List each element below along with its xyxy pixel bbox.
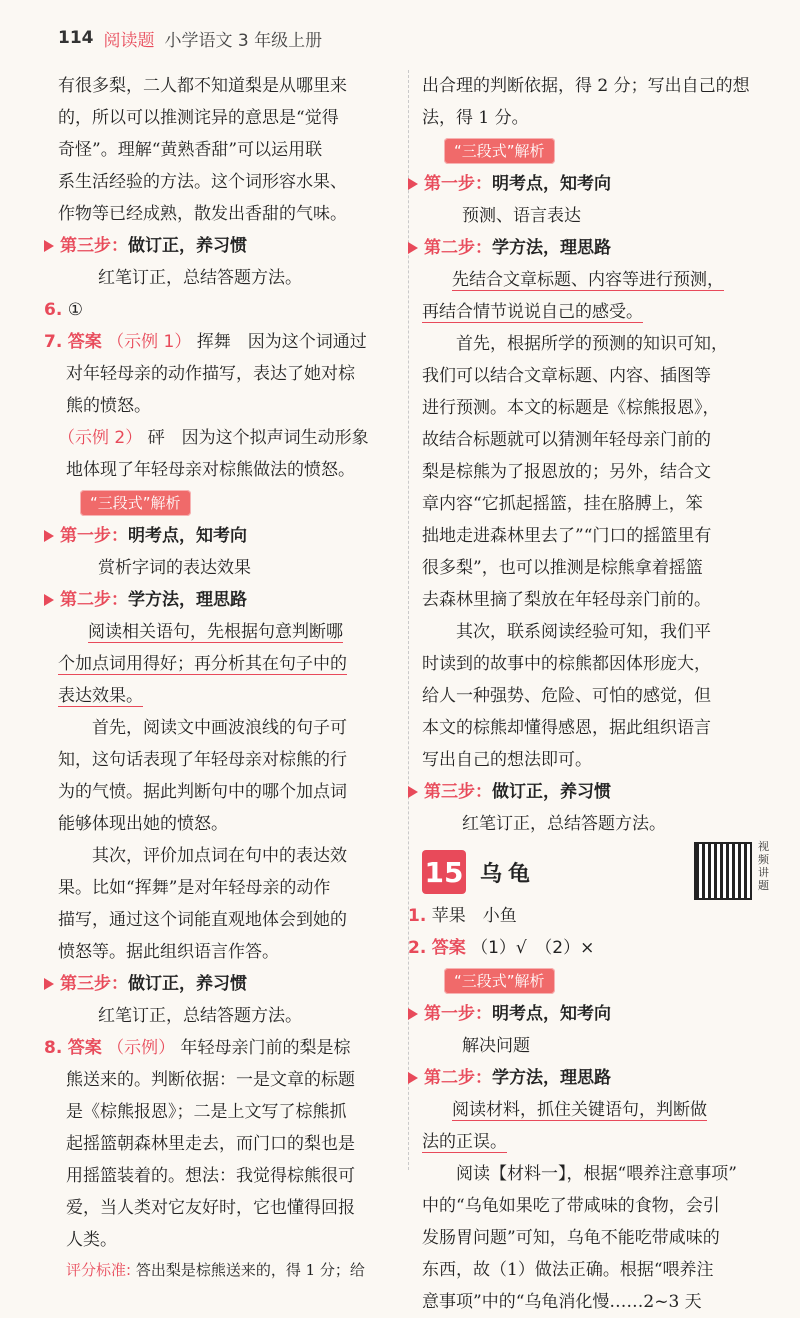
step-text: 明考点，知考向 (492, 1004, 611, 1024)
text-line (422, 264, 762, 296)
text-line: 地体现了年轻母亲对棕熊做法的愤怒。 (66, 460, 355, 480)
underlined-text: 阅读材料，抓住关键语句，判断做 (452, 1100, 707, 1120)
text-line: 其次，评价加点词在句中的表达效 (92, 846, 347, 866)
step-heading (408, 1062, 762, 1094)
arrow-icon (44, 240, 54, 252)
right-column (408, 70, 769, 1318)
question-2 (408, 932, 762, 964)
text-line: 的，所以可以推测诧异的意思是“觉得 (58, 108, 339, 128)
text-line: 章内容“它抓起摇篮，挂在胳膊上，笨 (422, 494, 703, 514)
step-text: 学方法，理思路 (492, 1068, 611, 1088)
text-line (58, 648, 398, 680)
arrow-icon (44, 978, 54, 990)
step-body: 解决问题 (462, 1036, 530, 1056)
step-name: 第二步： (424, 238, 492, 258)
text-line: 熊送来的。判断依据：一是文章的标题 (66, 1070, 355, 1090)
step-heading (408, 168, 762, 200)
text-line: 意事项”中的“乌龟消化慢……2~3 天 (422, 1292, 702, 1312)
question-1 (408, 900, 762, 932)
question-6 (44, 294, 398, 326)
step-body: 红笔订正，总结答题方法。 (98, 1006, 302, 1026)
step-body: 预测、语言表达 (462, 206, 581, 226)
text-line: 拙地走进森林里去了”“门口的摇篮里有 (422, 526, 712, 546)
step-text: 做订正，养习惯 (492, 782, 611, 802)
text-line: 本文的棕熊却懂得感恩，据此组织语言 (422, 718, 711, 738)
underlined-text: 阅读相关语句，先根据句意判断哪 (88, 622, 343, 642)
answer-text: 苹果 小鱼 (431, 906, 517, 926)
step-text: 做订正，养习惯 (128, 974, 247, 994)
step-name: 第一步： (424, 174, 492, 194)
step-name: 第一步： (60, 526, 128, 546)
text-line: 去森林里摘了梨放在年轻母亲门前的。 (422, 590, 711, 610)
step-name: 第二步： (424, 1068, 492, 1088)
example-label: （示例） (107, 1038, 176, 1058)
text-line: 首先，阅读文中画波浪线的句子可 (92, 718, 347, 738)
text-line: 熊的愤怒。 (66, 396, 151, 416)
example-label: （示例 2） (58, 428, 143, 448)
scoring-text: 答出梨是棕熊送来的，得 1 分；给 (135, 1261, 365, 1279)
text-line: 知，这句话表现了年轻母亲对棕熊的行 (58, 750, 347, 770)
answer-text: 挥舞 因为这个词通过 (196, 332, 367, 352)
text-line: 有很多梨，二人都不知道梨是从哪里来 (58, 76, 347, 96)
qr-label: 视频讲题 (758, 840, 769, 892)
arrow-icon (408, 242, 418, 254)
section-label: 阅读题 (103, 30, 155, 51)
step-name: 第三步： (60, 974, 128, 994)
text-line (422, 296, 762, 328)
analysis-badge: “三段式”解析 (80, 490, 191, 516)
text-line: 梨是棕熊为了报恩放的；另外，结合文 (422, 462, 711, 482)
text-line: 中的“乌龟如果吃了带咸味的食物，会引 (422, 1196, 720, 1216)
underlined-text: 法的正误。 (422, 1132, 507, 1152)
example-label: （示例 1） (107, 332, 192, 352)
text-line: 描写，通过这个词能直观地体会到她的 (58, 910, 347, 930)
scoring-standard (66, 1256, 398, 1284)
text-line: 奇怪”。理解“黄熟香甜”可以运用联 (58, 140, 323, 160)
scoring-label: 评分标准: (66, 1261, 132, 1279)
answer-label: 答案 (67, 1038, 102, 1058)
text-line: 果。比如“挥舞”是对年轻母亲的动作 (58, 878, 331, 898)
analysis-badge: “三段式”解析 (444, 968, 555, 994)
text-line: 作物等已经成熟，散发出香甜的气味。 (58, 204, 347, 224)
text-line: 是《棕熊报恩》；二是上文写了棕熊抓 (66, 1102, 347, 1122)
text-line: 法，得 1 分。 (422, 108, 529, 128)
text-line: 阅读【材料一】，根据“喂养注意事项” (456, 1164, 737, 1184)
text-line (422, 1126, 762, 1158)
qr-code-icon[interactable] (694, 842, 752, 900)
underlined-text: 个加点词用得好；再分析其在句子中的 (58, 654, 347, 674)
text-line: 用摇篮装着的。想法：我觉得棕熊很可 (66, 1166, 355, 1186)
text-line (58, 680, 398, 712)
question-8 (44, 1032, 398, 1256)
arrow-icon (44, 530, 54, 542)
step-text: 明考点，知考向 (128, 526, 247, 546)
text-line: 为的气愤。据此判断句中的哪个加点词 (58, 782, 347, 802)
step-text: 学方法，理思路 (128, 590, 247, 610)
text-line (44, 326, 398, 358)
text-line: 很多梨”，也可以推测是棕熊拿着摇篮 (422, 558, 703, 578)
lesson-heading (422, 840, 769, 894)
page-header (58, 18, 322, 58)
step-name: 第三步： (60, 236, 128, 256)
step-heading (44, 968, 398, 1000)
step-heading (408, 232, 762, 264)
text-line: 故结合标题就可以猜测年轻母亲门前的 (422, 430, 711, 450)
step-body: 赏析字词的表达效果 (98, 558, 251, 578)
underlined-text: 表达效果。 (58, 686, 143, 706)
text-line: 能够体现出她的愤怒。 (58, 814, 228, 834)
text-line: 人类。 (66, 1230, 117, 1250)
text-line: 进行预测。本文的标题是《棕熊报恩》， (422, 398, 720, 418)
text-line: 东西，故（1）做法正确。根据“喂养注 (422, 1260, 714, 1280)
step-name: 第一步： (424, 1004, 492, 1024)
page-number: 114 (58, 28, 94, 48)
question-7 (44, 326, 398, 486)
step-text: 学方法，理思路 (492, 238, 611, 258)
text-line: 愤怒等。据此组织语言作答。 (58, 942, 279, 962)
question-number: 8. (44, 1038, 63, 1058)
question-number: 6. (44, 300, 63, 320)
arrow-icon (408, 1008, 418, 1020)
question-number: 1. (408, 906, 427, 926)
answer-label: 答案 (431, 938, 466, 958)
step-heading (44, 520, 398, 552)
step-text: 做订正，养习惯 (128, 236, 247, 256)
arrow-icon (408, 786, 418, 798)
text-line: 发肠胃问题”可知，乌龟不能吃带咸味的 (422, 1228, 720, 1248)
text-line: 其次，联系阅读经验可知，我们平 (456, 622, 711, 642)
text-line: 我们可以结合文章标题、内容、插图等 (422, 366, 711, 386)
arrow-icon (408, 178, 418, 190)
step-body: 红笔订正，总结答题方法。 (462, 814, 666, 834)
text-line (422, 1094, 762, 1126)
text-line: 首先，根据所学的预测的知识可知， (456, 334, 728, 354)
step-heading (408, 998, 762, 1030)
answer-text: 砰 因为这个拟声词生动形象 (147, 428, 369, 448)
question-number: 2. (408, 938, 427, 958)
book-title: 小学语文 3 年级上册 (164, 30, 323, 51)
arrow-icon (408, 1072, 418, 1084)
left-column (44, 70, 398, 1284)
lesson-title: 乌龟 (480, 861, 537, 887)
text-line: 写出自己的想法即可。 (422, 750, 592, 770)
step-heading (408, 776, 762, 808)
question-number: 7. (44, 332, 63, 352)
step-body: 红笔订正，总结答题方法。 (98, 268, 302, 288)
step-text: 明考点，知考向 (492, 174, 611, 194)
text-line: 系生活经验的方法。这个词形容水果、 (58, 172, 347, 192)
lesson-number: 15 (422, 850, 466, 894)
answer-text: ① (67, 300, 83, 320)
text-line: 爱，当人类对它友好时，它也懂得回报 (66, 1198, 355, 1218)
text-line: 出合理的判断依据，得 2 分；写出自己的想 (422, 76, 750, 96)
text-line: 时读到的故事中的棕熊都因体形庞大， (422, 654, 711, 674)
text-line (44, 422, 398, 454)
step-name: 第二步： (60, 590, 128, 610)
answer-text: （1）√ （2）× (471, 938, 595, 958)
text-line (44, 1032, 398, 1064)
text-line: 起摇篮朝森林里走去，而门口的梨也是 (66, 1134, 355, 1154)
text-line: 给人一种强势、危险、可怕的感觉，但 (422, 686, 711, 706)
answer-text: 年轻母亲门前的梨是棕 (180, 1038, 351, 1058)
step-name: 第三步： (424, 782, 492, 802)
step-heading (44, 230, 398, 262)
underlined-text: 先结合文章标题、内容等进行预测， (452, 270, 724, 290)
step-heading (44, 584, 398, 616)
underlined-text: 再结合情节说说自己的感受。 (422, 302, 643, 322)
arrow-icon (44, 594, 54, 606)
analysis-badge: “三段式”解析 (444, 138, 555, 164)
text-line: 对年轻母亲的动作描写，表达了她对棕 (66, 364, 355, 384)
text-line (58, 616, 398, 648)
answer-label: 答案 (67, 332, 102, 352)
